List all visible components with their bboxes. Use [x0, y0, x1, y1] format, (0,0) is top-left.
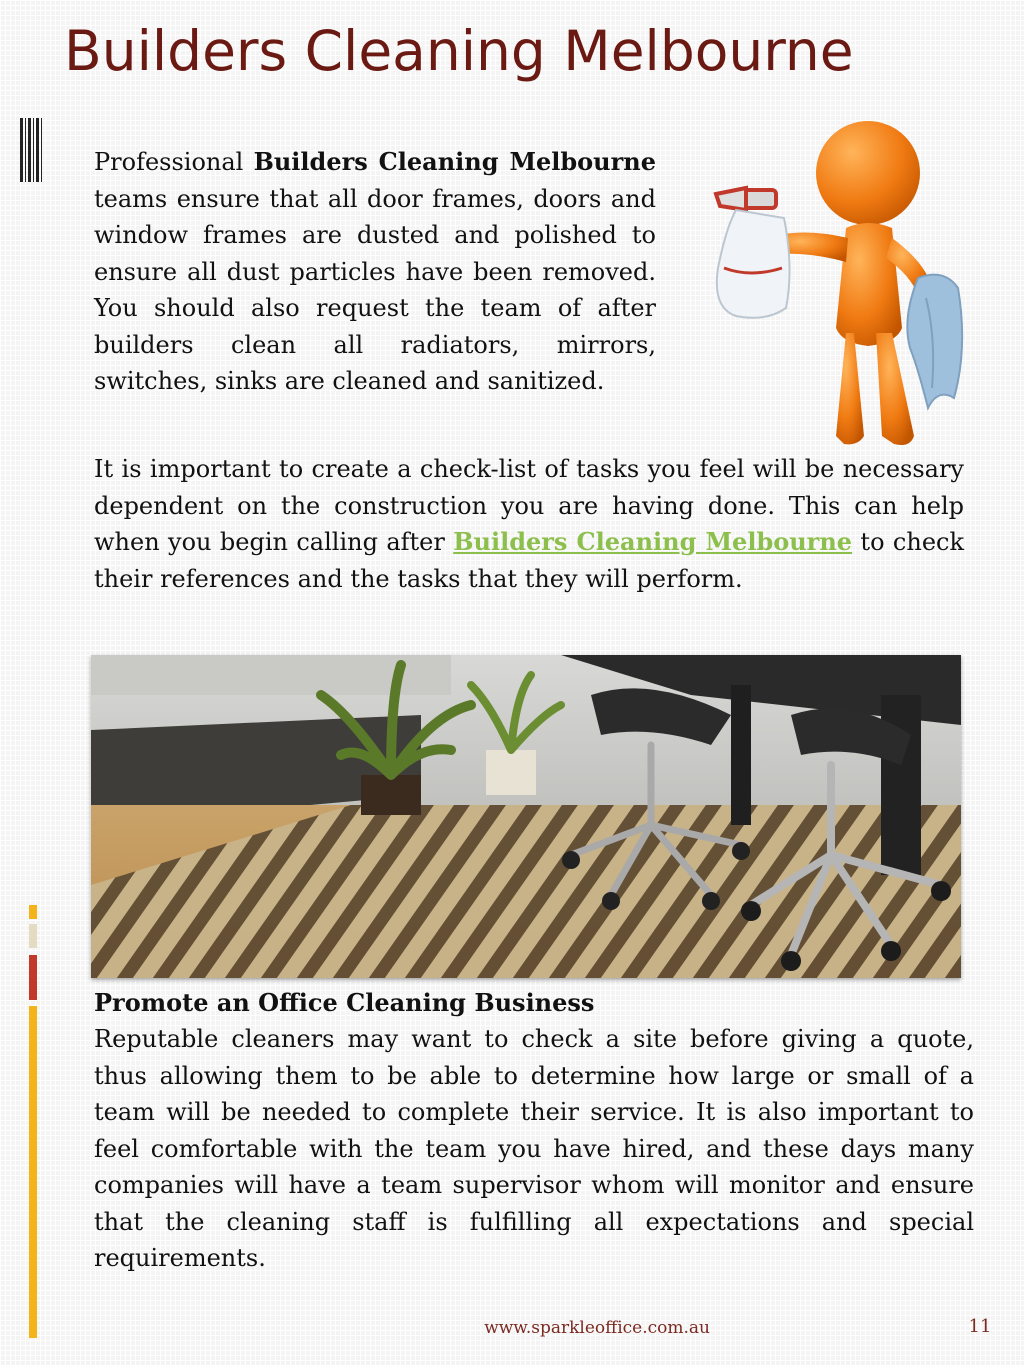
checklist-before: It is important to create a check-list of tasks you feel will be necessary dependent on the construction you are having done. This can help when you begin calling after — [94, 455, 964, 556]
cleaning-person-figure — [696, 118, 976, 453]
page-title: Builders Cleaning Melbourne — [64, 19, 854, 83]
builders-cleaning-link[interactable]: Builders Cleaning Melbourne — [453, 527, 853, 556]
accent-bar-yellow — [29, 1006, 37, 1338]
accent-bar-red — [29, 955, 37, 1000]
section-body: Reputable cleaners may want to check a site before giving a quote, thus allowing them to be able to determine how large or small of a team will be needed to complete their service. It is also important to feel comfortable with the team you have hired, and these days many companies will have a team supervisor whom will monitor and ensure that the cleaning staff is fulfilling all expectations and special requirements. — [94, 1025, 974, 1272]
accent-bar-orange — [29, 905, 37, 919]
office-floor-photo — [91, 655, 961, 978]
page-number: 11 — [968, 1316, 992, 1337]
checklist-after: to check their references and the tasks that they will perform. — [94, 528, 965, 593]
barcode-decoration — [20, 118, 42, 182]
section-heading: Promote an Office Cleaning Business — [94, 988, 595, 1017]
intro-lead: Professional — [94, 148, 254, 176]
intro-paragraph — [94, 144, 656, 400]
checklist-paragraph — [94, 451, 964, 597]
intro-bold: Builders Cleaning Melbourne — [253, 147, 656, 176]
accent-bar-beige — [29, 924, 37, 948]
footer-url: www.sparkleoffice.com.au — [484, 1318, 710, 1338]
intro-rest: teams ensure that all door frames, doors and window frames are dusted and polished to ensure all dust particles have been removed. You should also request the team of after builders clean all radiators, mirrors, switches, sinks are cleaned and sanitized. — [94, 184, 656, 395]
